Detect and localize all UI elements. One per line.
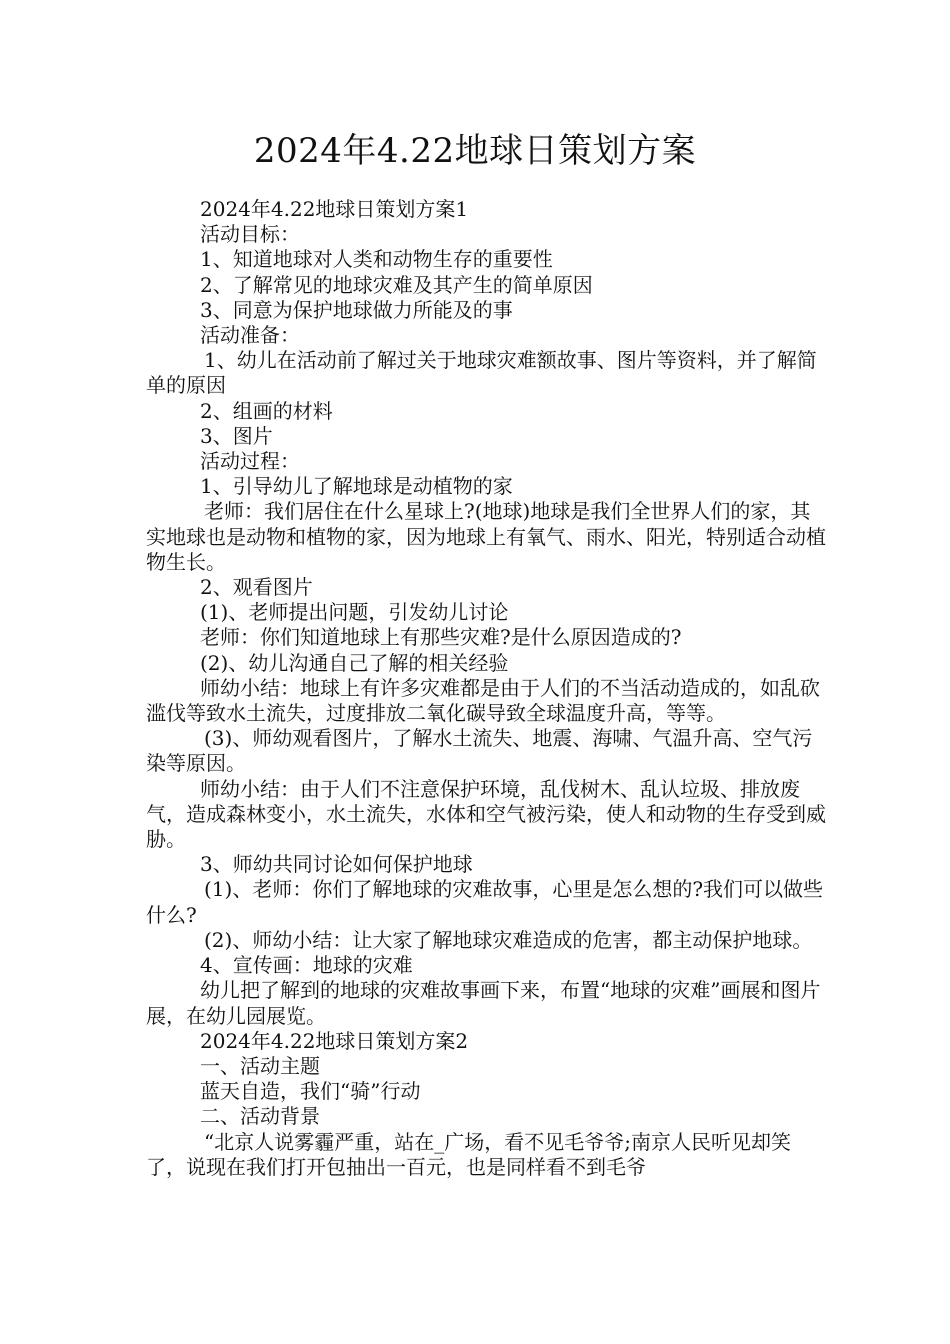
section-heading-plan-1: 2024年4.22地球日策划方案1 xyxy=(200,197,469,221)
summary-paragraph-2: 师幼小结：由于人们不注意保护环境，乱伐树木、乱认垃圾、排放废气，造成森林变小，水土流失，水体和空气被污染，使人和动物的生存受到威胁。 xyxy=(146,776,826,852)
background-paragraph: “北京人说雾霾严重，站在_广场，看不见毛爷爷;南京人民听见却笑了，说现在我们打开包抽出一百元，也是同样看不到毛爷 xyxy=(146,1129,791,1179)
preparation-item-3: 3、图片 xyxy=(200,423,273,448)
summary-paragraph-1: 师幼小结：地球上有许多灾难都是由于人们的不当活动造成的，如乱砍滥伐等致水土流失，过度排放二氧化碳导致全球温度升高，等等。 xyxy=(146,675,820,726)
preparation-item-1: 1、幼儿在活动前了解过关于地球灾难额故事、图片等资料，并了解简单的原因 xyxy=(146,348,817,398)
heading-activity-goals: 活动目标： xyxy=(200,222,300,247)
goal-item-3: 3、同意为保护地球做力所能及的事 xyxy=(200,297,513,322)
process-step-4: 4、宣传画：地球的灾难 xyxy=(200,953,413,978)
sub-step-3: (3)、师幼观看图片，了解水土流失、地震、海啸、气温升高、空气污染等原因。 xyxy=(146,726,813,776)
heading-activity-preparation: 活动准备： xyxy=(200,323,300,348)
goal-item-2: 2、了解常见的地球灾难及其产生的简单原因 xyxy=(200,272,593,297)
document-title: 2024年4.22地球日策划方案 xyxy=(253,131,697,171)
process-step-1: 1、引导幼儿了解地球是动植物的家 xyxy=(200,474,513,499)
poster-paragraph: 幼儿把了解到的地球的灾难故事画下来，布置“地球的灾难”画展和图片展，在幼儿园展览。 xyxy=(146,978,821,1028)
document-body xyxy=(146,197,826,1180)
heading-activity-theme: 一、活动主题 xyxy=(200,1053,320,1078)
process-step-2: 2、观看图片 xyxy=(200,575,313,600)
sub-step-1: (1)、老师提出问题，引发幼儿讨论 xyxy=(200,600,509,625)
discussion-item-1: (1)、老师：你们了解地球的灾难故事，心里是怎么想的?我们可以做些什么? xyxy=(146,877,824,927)
teacher-paragraph-1: 老师：我们居住在什么星球上?(地球)地球是我们全世界人们的家，其实地球也是动物和植物的家，因为地球上有氧气、雨水、阳光，特别适合动植物生长。 xyxy=(146,499,826,574)
teacher-question: 老师：你们知道地球上有那些灾难?是什么原因造成的? xyxy=(200,625,682,650)
discussion-item-2: (2)、师幼小结：让大家了解地球灾难造成的危害，都主动保护地球。 xyxy=(204,927,813,952)
sub-step-2: (2)、幼儿沟通自己了解的相关经验 xyxy=(200,650,509,675)
goal-item-1: 1、知道地球对人类和动物生存的重要性 xyxy=(200,247,553,272)
heading-activity-process: 活动过程： xyxy=(200,449,300,474)
heading-activity-background: 二、活动背景 xyxy=(200,1104,320,1129)
activity-theme-text: 蓝天自造，我们“骑”行动 xyxy=(200,1079,421,1104)
section-heading-plan-2: 2024年4.22地球日策划方案2 xyxy=(200,1028,469,1053)
process-step-3: 3、师幼共同讨论如何保护地球 xyxy=(200,852,473,877)
preparation-item-2: 2、组画的材料 xyxy=(200,398,333,423)
